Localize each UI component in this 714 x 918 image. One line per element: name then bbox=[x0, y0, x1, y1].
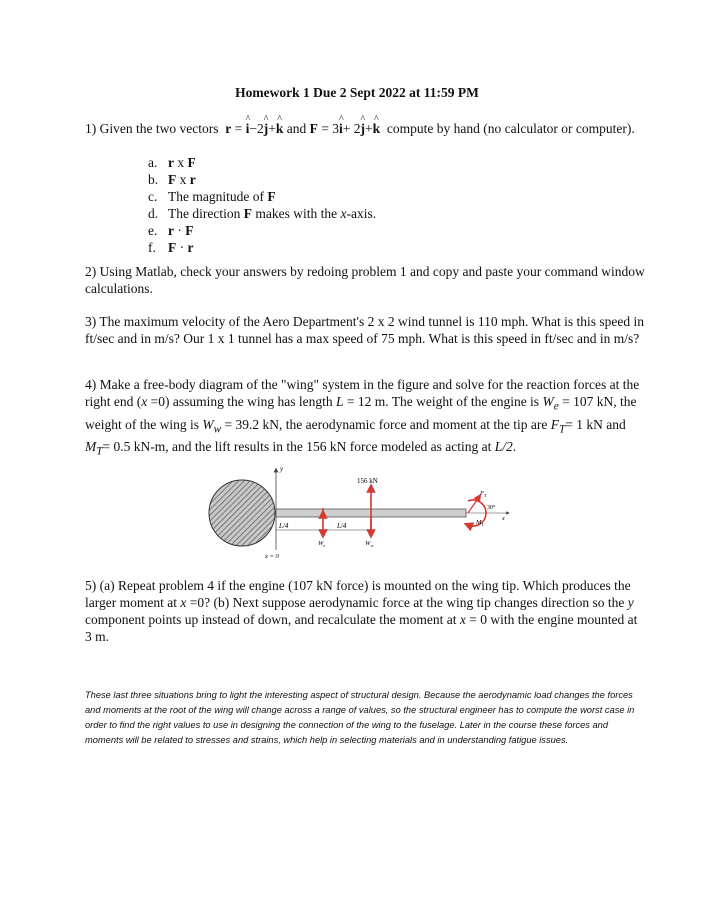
problem-4: 4) Make a free-body diagram of the "wing" system in the figure and solve for the reaction forces at the right end (x =0) assuming the wing has length L = 12 m. The weight of the engine is $W_e = 107$ kN, the weight of the wing is $W_w = 39.2$ kN, the aerodynamic force and moment at the tip are $F_T= 1$ kN and $M_T= 0.5$ kN-m, and the lift results in the 156 kN force modeled as acting at L/2. bbox=[85, 377, 640, 459]
plus-sign: + bbox=[268, 121, 276, 136]
fuselage-circle bbox=[209, 480, 275, 546]
lift-label: 156 kN bbox=[357, 477, 378, 485]
equals-sign-2: = bbox=[321, 121, 329, 136]
y-axis-label: y bbox=[280, 465, 284, 473]
engine-weight-label: $W_e$ bbox=[318, 540, 326, 548]
list-item: e. r · F bbox=[148, 223, 194, 238]
coef-2: 2 bbox=[256, 121, 264, 136]
k-hat-2: k ^ bbox=[373, 120, 381, 137]
dim-label-2: L/4 bbox=[337, 522, 347, 530]
page-title: Homework 1 Due 2 Sept 2022 at 11:59 PM bbox=[235, 85, 479, 100]
list-item: f. F · r bbox=[148, 240, 194, 255]
tip-force-label: $F_T$ bbox=[480, 490, 487, 498]
j-hat-2: j ^ bbox=[361, 120, 366, 137]
list-item: a. r x F bbox=[148, 155, 196, 170]
minus-sign: − bbox=[249, 121, 257, 136]
dim-label-1: L/4 bbox=[279, 522, 289, 530]
problem-1-suffix: compute by hand (no calculator or computer). bbox=[386, 121, 635, 136]
x-origin-label: x = 0 bbox=[265, 553, 279, 560]
problem-1 bbox=[85, 120, 645, 137]
plus-sign-2: + bbox=[342, 121, 351, 136]
problem-3: 3) The maximum velocity of the Aero Department's 2 x 2 wind tunnel is 110 mph. What is this speed in ft/sec and in m/s? Our 1 x 1 tunnel has a max speed of 75 mph. What is this speed in ft/sec and in m/s? bbox=[85, 314, 644, 346]
equals-sign: = bbox=[234, 121, 243, 136]
wing-diagram bbox=[206, 462, 516, 562]
i-hat-2: i ^ bbox=[339, 120, 343, 137]
coef-2-b: 2 bbox=[353, 121, 361, 136]
and-word: and bbox=[286, 121, 307, 136]
x-axis-label: x bbox=[502, 516, 505, 522]
vector-r-symbol: r bbox=[225, 121, 232, 136]
plus-sign-3: + bbox=[365, 121, 373, 136]
list-item: c. The magnitude of F bbox=[148, 189, 276, 204]
list-item: d. The direction F makes with the x-axis. bbox=[148, 206, 377, 221]
wing-weight-label: $W_w$ bbox=[365, 540, 374, 548]
j-hat: j ^ bbox=[264, 120, 269, 137]
coef-3: 3 bbox=[332, 121, 339, 136]
list-item: b. F x r bbox=[148, 172, 196, 187]
problem-2: 2) Using Matlab, check your answers by redoing problem 1 and copy and paste your command window calculations. bbox=[85, 264, 645, 296]
angle-label: 30° bbox=[487, 505, 496, 511]
problem-1-prefix: 1) Given the two vectors bbox=[85, 121, 219, 136]
tip-moment-label: $M_T$ bbox=[476, 519, 484, 527]
vector-F-symbol: F bbox=[309, 121, 318, 136]
problem-1-list bbox=[148, 154, 376, 256]
problem-5: 5) (a) Repeat problem 4 if the engine (107 kN force) is mounted on the wing tip. Which produces the larger moment at x =0? (b) Next suppose aerodynamic force at the wing tip changes direction so the y component points up instead of down, and recalculate the moment at x = 0 with the engine mounted at 3 m. bbox=[85, 578, 638, 644]
footnote: These last three situations bring to light the interesting aspect of structural design. Because the aerodynamic load changes the forces and moments at the root of the wing will change across a range of values, so the structural engineer has to compute the worst case in order to find the right values to use in designing the connection of the wing to the fuselage. Later in the course these forces and moments will be related to stresses and strains, which help in selecting materials and in understanding fatigue issues. bbox=[85, 690, 635, 745]
k-hat: k ^ bbox=[276, 120, 284, 137]
i-hat: i ^ bbox=[246, 120, 250, 137]
